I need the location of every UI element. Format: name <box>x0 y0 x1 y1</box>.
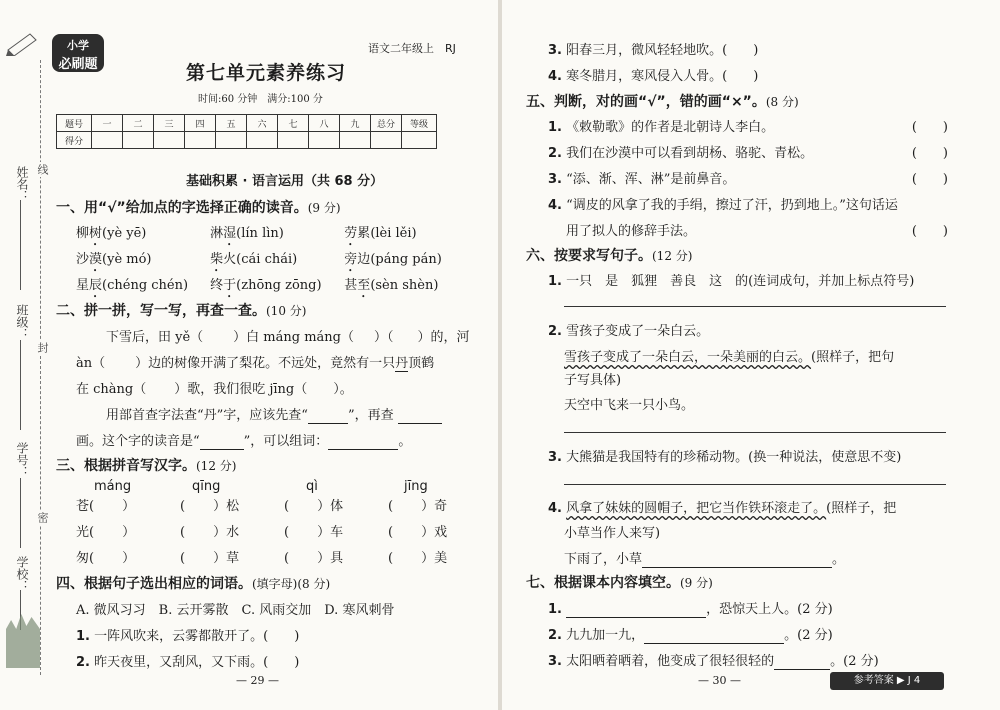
q5-item-3[interactable]: 3. “添、渐、浑、淋”是前鼻音。 ( ) <box>548 172 948 187</box>
right-page <box>502 0 1000 710</box>
q1-row-3 <box>76 274 438 301</box>
q7-item-1: 1. ，恐惊天上人。(2 分) <box>548 602 833 617</box>
q7-item-3: 3. 太阳晒着晒着，他变成了很轻很轻的 。(2 分) <box>548 654 879 669</box>
q1-item[interactable]: 柳树(yè yē) <box>76 226 147 241</box>
margin-school-label: 学校： <box>15 556 29 592</box>
margin-name-label: 姓名： <box>15 166 29 202</box>
q6-item-4: 4. 风拿了妹妹的圆帽子，把它当作铁环滚走了。(照样子，把 <box>548 501 897 516</box>
q4-item-1[interactable]: 1. 一阵风吹来，云雾都散开了。( ) <box>76 629 300 644</box>
q7-heading: 七、根据课本内容填空。(9 分) <box>526 575 713 591</box>
q1-item[interactable]: 沙漠(yè mó) <box>76 252 152 267</box>
q6-item-2-note: 子写具体) <box>564 373 622 388</box>
word-blank[interactable] <box>328 434 398 450</box>
score-entry[interactable] <box>278 132 309 149</box>
q3-cell[interactable]: ( ）车 <box>284 525 344 540</box>
score-cell: 九 <box>340 115 371 132</box>
fill-blank[interactable] <box>566 602 706 618</box>
q5-item-4: 4. “调皮的风拿了我的手绢，擦过了汗，扔到地上。”这句话运 <box>548 198 898 213</box>
score-table-score-row <box>57 132 437 149</box>
brand-logo: 小学 必刷题 <box>52 34 104 72</box>
score-entry[interactable] <box>247 132 278 149</box>
score-table-header-row <box>57 115 437 132</box>
score-cell: 一 <box>92 115 123 132</box>
score-cell: 题号 <box>57 115 92 132</box>
page-title: 第七单元素养练习 <box>186 62 347 84</box>
score-entry[interactable] <box>340 132 371 149</box>
score-cell: 等级 <box>402 115 437 132</box>
q4-item-3[interactable]: 3. 阳春三月，微风轻轻地吹。( ) <box>548 43 759 58</box>
time-info: 时间:60 分钟 满分:100 分 <box>198 94 323 105</box>
score-cell: 七 <box>278 115 309 132</box>
stroke-count-blank[interactable] <box>398 408 442 424</box>
q3-cell[interactable]: ( ）松 <box>180 499 240 514</box>
margin-class-label: 班级： <box>15 304 29 340</box>
q3-row <box>76 495 447 514</box>
q2-line-1: 下雪后，田 yě（ ）白 máng máng（ ）（ ）的，河 <box>106 330 470 345</box>
q1-item[interactable]: 星辰(chéng chén) <box>76 278 189 293</box>
q3-cell[interactable]: ( ）体 <box>284 499 344 514</box>
q2-line-2: àn（ ）边的树像开满了梨花。不远处，竟然有一只丹顶鹤 <box>76 356 435 371</box>
q3-cell[interactable]: ( ）草 <box>180 551 240 566</box>
q3-pinyin-row: máng qīng qì jīng <box>94 479 428 494</box>
q5-item-4-cont[interactable]: 用了拟人的修辞手法。 ( ) <box>566 224 948 239</box>
score-cell: 四 <box>185 115 216 132</box>
binding-word-1: 线 <box>36 164 49 175</box>
q5-item-2[interactable]: 2. 我们在沙漠中可以看到胡杨、骆驼、青松。 ( ) <box>548 146 948 161</box>
q6-item-3: 3. 大熊猫是我国特有的珍稀动物。(换一种说法，使意思不变) <box>548 450 902 465</box>
answer-reference-badge[interactable]: 参考答案 ▶ J 4 <box>830 672 944 690</box>
q3-cell[interactable]: 匆( ） <box>76 551 136 566</box>
score-cell: 八 <box>309 115 340 132</box>
q4-heading: 四、根据句子选出相应的词语。(填字母)(8 分) <box>56 576 331 592</box>
left-page <box>0 0 498 710</box>
q4-options: A. 微风习习 B. 云开雾散 C. 风雨交加 D. 寒风刺骨 <box>76 603 395 618</box>
q6-item-4-prompt: 下雨了，小草 。 <box>564 552 846 567</box>
name-write-line <box>20 200 21 290</box>
q1-row-2 <box>76 248 442 275</box>
score-entry[interactable] <box>371 132 402 149</box>
binding-word-3: 密 <box>36 512 49 523</box>
score-entry[interactable] <box>216 132 247 149</box>
subject-label: 语文二年级上 RJ <box>368 42 456 55</box>
q1-item[interactable]: 旁边(páng pán) <box>344 252 442 267</box>
q6-item-1: 1. 一只 是 狐狸 善良 这 的(连词成句，并加上标点符号) <box>548 274 915 289</box>
q5-heading: 五、判断，对的画“√”，错的画“×”。(8 分) <box>526 94 799 110</box>
score-cell: 三 <box>154 115 185 132</box>
q3-cell[interactable]: ( ）戏 <box>388 525 448 540</box>
score-cell: 总分 <box>371 115 402 132</box>
answer-line[interactable] <box>564 306 946 307</box>
q3-cell[interactable]: ( ）水 <box>180 525 240 540</box>
score-entry[interactable] <box>185 132 216 149</box>
q5-item-1[interactable]: 1. 《敕勒歌》的作者是北朝诗人李白。 ( ) <box>548 120 948 135</box>
answer-line[interactable] <box>564 432 946 433</box>
q1-item[interactable]: 柴火(cái chái) <box>210 252 298 267</box>
q6-item-2-example: 雪孩子变成了一朵白云，一朵美丽的白云。(照样子，把句 <box>564 350 895 365</box>
decorative-silhouette <box>6 608 40 668</box>
q4-item-2[interactable]: 2. 昨天夜里，又刮风，又下雨。( ) <box>76 655 300 670</box>
score-entry[interactable] <box>402 132 437 149</box>
class-write-line <box>20 340 21 430</box>
fill-blank[interactable] <box>644 628 784 644</box>
fill-blank[interactable] <box>642 552 832 568</box>
q2-heading: 二、拼一拼，写一写，再查一查。(10 分) <box>56 303 307 319</box>
q2-line-5: 画。这个字的读音是“ ”，可以组词： 。 <box>76 434 412 449</box>
score-entry[interactable] <box>154 132 185 149</box>
q1-item[interactable]: 劳累(lèi lěi) <box>344 226 417 241</box>
q3-row <box>76 521 447 540</box>
q3-cell[interactable]: 苍( ） <box>76 499 136 514</box>
binding-dashed-line <box>40 60 41 675</box>
q2-line-4: 用部首查字法查“丹”字，应该先查“ ”，再查 <box>106 404 442 424</box>
score-entry[interactable] <box>309 132 340 149</box>
score-row-label: 得分 <box>57 132 92 149</box>
q6-item-2-sentence: 天空中飞来一只小鸟。 <box>564 398 695 413</box>
q3-cell[interactable]: ( ）奇 <box>388 499 448 514</box>
id-write-line <box>20 478 21 548</box>
margin-id-label: 学号： <box>15 442 29 478</box>
score-table <box>56 114 437 149</box>
score-cell: 五 <box>216 115 247 132</box>
q1-item[interactable]: 甚至(sèn shèn) <box>344 278 439 293</box>
q3-row <box>76 547 447 566</box>
q3-cell[interactable]: ( ）美 <box>388 551 448 566</box>
q3-cell[interactable]: ( ）具 <box>284 551 344 566</box>
q7-item-2: 2. 九九加一九， 。(2 分) <box>548 628 833 643</box>
score-entry[interactable] <box>123 132 154 149</box>
section-heading: 基础积累 · 语言运用（共 68 分） <box>186 174 384 189</box>
score-cell: 二 <box>123 115 154 132</box>
page-number-left: — 29 — <box>236 674 279 687</box>
q6-heading: 六、按要求写句子。(12 分) <box>526 248 693 264</box>
score-cell: 六 <box>247 115 278 132</box>
fill-blank[interactable] <box>774 654 830 670</box>
answer-line[interactable] <box>564 484 946 485</box>
page-number-right: — 30 — <box>698 674 741 687</box>
q1-item[interactable]: 淋湿(lín lìn) <box>210 226 284 241</box>
score-entry[interactable] <box>92 132 123 149</box>
q3-cell[interactable]: 光( ） <box>76 525 136 540</box>
pencil-icon <box>6 30 40 56</box>
pronunciation-blank[interactable] <box>200 434 244 450</box>
q4-item-4[interactable]: 4. 寒冬腊月，寒风侵入人骨。( ) <box>548 69 759 84</box>
radical-blank[interactable] <box>308 408 348 424</box>
q6-item-2: 2. 雪孩子变成了一朵白云。 <box>548 324 710 339</box>
q1-heading: 一、用“√”给加点的字选择正确的读音。(9 分) <box>56 200 341 216</box>
binding-word-2: 封 <box>36 342 49 353</box>
q1-row-1 <box>76 222 417 249</box>
q1-item[interactable]: 终于(zhōng zōng) <box>210 278 322 293</box>
q2-line-3: 在 chàng（ ）歌，我们很吃 jīng（ ）。 <box>76 382 353 397</box>
q3-heading: 三、根据拼音写汉字。(12 分) <box>56 458 237 474</box>
q6-item-4-note: 小草当作人来写) <box>564 526 661 541</box>
